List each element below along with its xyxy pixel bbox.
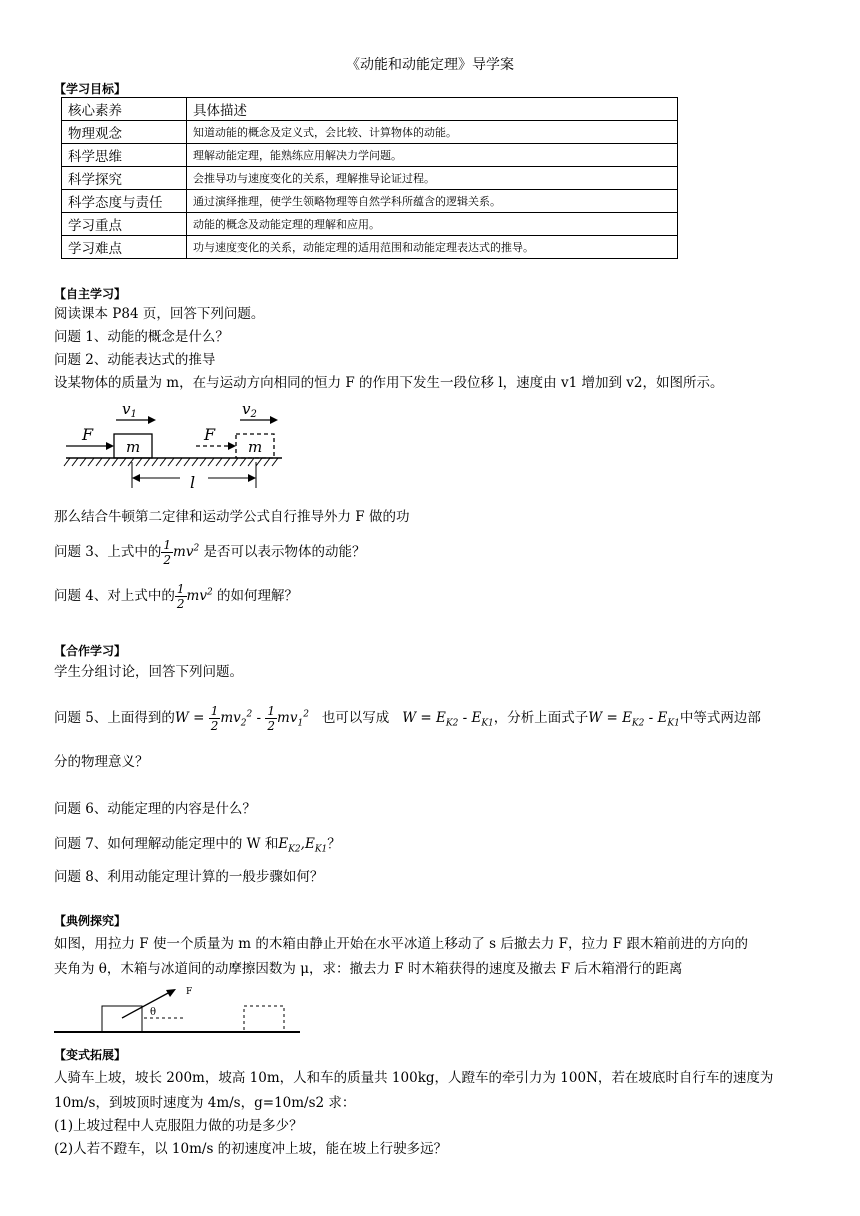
box-right [244, 1006, 284, 1032]
question-3 [54, 538, 366, 567]
displacement-label: l [190, 473, 196, 492]
table-cell-key: 学习重点 [62, 213, 187, 236]
table-cell-desc: 动能的概念及动能定理的理解和应用。 [187, 213, 678, 236]
extend-line-1: 人骑车上坡，坡长 200m，坡高 10m，人和车的质量共 100kg，人蹬车的牵引力为 100N，若在坡底时自行车的速度为 [54, 1070, 774, 1086]
kinetic-energy-body: $mv^2$ [173, 543, 200, 560]
question-5-prefix: 问题 5、上面得到的 [54, 710, 175, 726]
table-cell-desc: 会推导功与速度变化的关系，理解推导论证过程。 [187, 167, 678, 190]
force-label: F [186, 987, 193, 997]
setup-text: 设某物体的质量为 m，在与运动方向相同的恒力 F 的作用下发生一段位移 l，速度由 v1 增加到 v2，如图所示。 [54, 375, 724, 391]
section-self-study-heading: 【自主学习】 [54, 287, 127, 301]
fraction: $\frac{1}{2}$ [267, 704, 276, 733]
velocity-label: $v_2$ [242, 400, 257, 420]
question-6: 问题 6、动能定理的内容是什么？ [54, 801, 256, 817]
table-cell-key: 科学探究 [62, 167, 187, 190]
coop-intro: 学生分组讨论，回答下列问题。 [54, 664, 243, 680]
question-1: 问题 1、动能的概念是什么？ [54, 329, 229, 345]
table-header-row [62, 98, 678, 121]
table-row [62, 121, 678, 144]
goals-table [61, 97, 678, 259]
box-pull-figure [52, 980, 304, 1038]
question-4 [54, 582, 298, 611]
question-4-prefix: 问题 4、对上式中的 [54, 588, 175, 604]
table-cell-desc: 理解动能定理，能熟练应用解决力学问题。 [187, 144, 678, 167]
question-3-prefix: 问题 3、上式中的 [54, 544, 162, 560]
section-extend-heading: 【变式拓展】 [54, 1048, 127, 1062]
section-goals-heading: 【学习目标】 [54, 82, 127, 96]
extend-question-1: (1)上坡过程中人克服阻力做的功是多少？ [54, 1118, 303, 1134]
kinetic-energy-fraction: $\frac{1}{2}$ [176, 582, 185, 611]
extend-line-2: 10m/s，到坡顶时速度为 4m/s，g=10m/s2 求： [54, 1095, 356, 1111]
question-4-suffix: 的如何理解？ [217, 588, 298, 604]
force-label: F [204, 425, 216, 444]
mass-label: m [248, 438, 263, 456]
fraction: $\frac{1}{2}$ [210, 704, 219, 733]
force-label: F [82, 425, 94, 444]
table-header-cell: 具体描述 [187, 98, 678, 121]
question-7: 问题 7、如何理解动能定理中的 W 和$E_{K2},E_{K1}$？ [54, 836, 341, 855]
table-row [62, 144, 678, 167]
force-displacement-figure [60, 396, 290, 492]
mass-label: m [126, 438, 141, 456]
derive-text: 那么结合牛顿第二定律和运动学公式自行推导外力 F 做的功 [54, 509, 410, 525]
table-header-cell: 核心素养 [62, 98, 187, 121]
table-row [62, 236, 678, 259]
question-8: 问题 8、利用动能定理计算的一般步骤如何？ [54, 869, 324, 885]
table-cell-key: 科学思维 [62, 144, 187, 167]
question-3-suffix: 是否可以表示物体的动能？ [203, 544, 366, 560]
self-study-intro: 阅读课本 P84 页，回答下列问题。 [54, 306, 265, 322]
example-line-1: 如图，用拉力 F 使一个质量为 m 的木箱由静止开始在水平冰道上移动了 s 后撤去力 F，拉力 F 跟木箱前进的方向的 [54, 936, 748, 952]
section-coop-heading: 【合作学习】 [54, 644, 127, 658]
question-7-prefix: 问题 7、如何理解动能定理中的 W 和 [54, 836, 279, 852]
section-example-heading: 【典例探究】 [54, 914, 127, 928]
question-5: 问题 5、上面得到的W = $\frac{1}{2}$ $mv_2^2$ - $\frac{1}{2}$ $mv_1^2$ 也可以写成 $W = E_{K2} - E_{K1}$，分析上面式子$W = E_{K2} - E_{K1}$中等式两边部 [54, 704, 761, 733]
angle-label: θ [150, 1007, 157, 1018]
example-line-2: 夹角为 θ，木箱与冰道间的动摩擦因数为 μ，求：撤去力 F 时木箱获得的速度及撤去 F 后木箱滑行的距离 [54, 961, 683, 977]
extend-question-2: (2)人若不蹬车，以 10m/s 的初速度冲上坡，能在坡上行驶多远？ [54, 1141, 448, 1157]
velocity-label: $v_1$ [122, 400, 137, 420]
table-cell-desc: 通过演绎推理，使学生领略物理等自然学科所蕴含的逻辑关系。 [187, 190, 678, 213]
table-row [62, 190, 678, 213]
energy-symbols: $E_{K2},E_{K1}$ [278, 836, 328, 855]
table-cell-desc: 功与速度变化的关系，动能定理的适用范围和动能定理表达式的推导。 [187, 236, 678, 259]
table-cell-key: 物理观念 [62, 121, 187, 144]
table-row [62, 213, 678, 236]
kinetic-energy-body: $mv^2$ [186, 587, 213, 604]
question-2: 问题 2、动能表达式的推导 [54, 352, 216, 368]
table-row [62, 167, 678, 190]
question-5-continued: 分的物理意义？ [54, 754, 149, 770]
table-cell-desc: 知道动能的概念及定义式，会比较、计算物体的动能。 [187, 121, 678, 144]
page-title: 《动能和动能定理》导学案 [346, 57, 514, 73]
kinetic-energy-fraction: $\frac{1}{2}$ [163, 538, 172, 567]
table-cell-key: 科学态度与责任 [62, 190, 187, 213]
table-cell-key: 学习难点 [62, 236, 187, 259]
